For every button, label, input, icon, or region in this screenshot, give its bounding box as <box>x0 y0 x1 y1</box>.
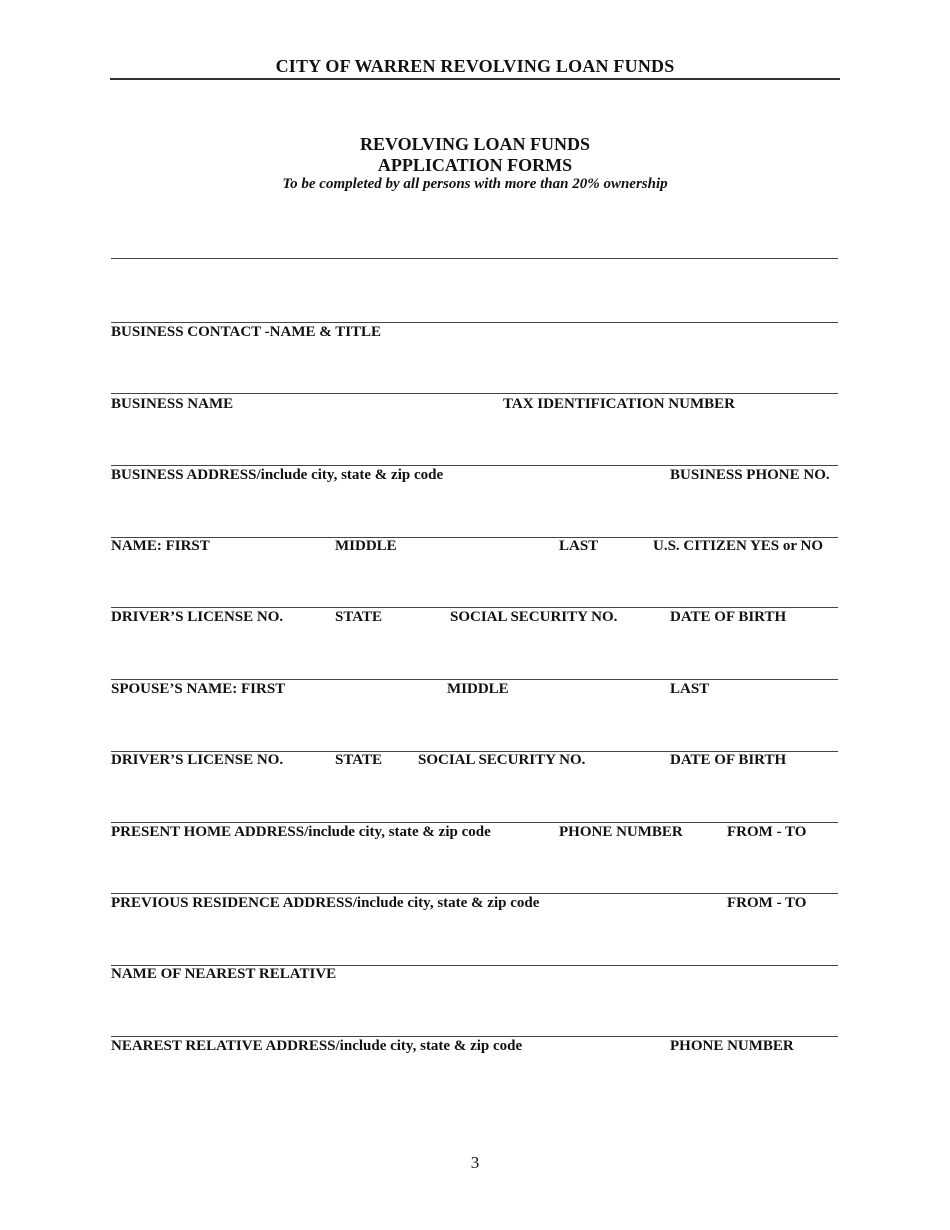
form-subtitle: To be completed by all persons with more than 20% ownership <box>282 176 668 192</box>
header-rule <box>110 78 840 80</box>
form-title-line-2: APPLICATION FORMS <box>377 155 573 175</box>
spouse-license-state-label: STATE <box>335 752 382 768</box>
date-of-birth-label: DATE OF BIRTH <box>670 609 787 625</box>
top-rule <box>111 258 838 259</box>
present-home-field-line[interactable] <box>111 822 838 823</box>
business-contact-label: BUSINESS CONTACT -NAME & TITLE <box>111 324 382 340</box>
spouse-ssn-label: SOCIAL SECURITY NO. <box>418 752 586 768</box>
previous-residence-address-label: PREVIOUS RESIDENCE ADDRESS/include city, state & zip code <box>111 895 540 911</box>
spouse-middle-label: MIDDLE <box>447 681 509 697</box>
business-address-field-line[interactable] <box>111 465 838 466</box>
business-contact-field-line[interactable] <box>111 322 838 323</box>
previous-residence-from-to-label: FROM - TO <box>727 895 807 911</box>
drivers-license-label: DRIVER’S LICENSE NO. <box>111 609 284 625</box>
page-header-title: CITY OF WARREN REVOLVING LOAN FUNDS <box>275 56 675 76</box>
spouse-last-label: LAST <box>670 681 710 697</box>
business-address-label: BUSINESS ADDRESS/include city, state & zip code <box>111 467 444 483</box>
us-citizen-label: U.S. CITIZEN YES or NO <box>653 538 824 554</box>
name-last-label: LAST <box>559 538 599 554</box>
tax-id-label: TAX IDENTIFICATION NUMBER <box>503 396 735 412</box>
spouse-first-label: SPOUSE’S NAME: FIRST <box>111 681 286 697</box>
license-state-label: STATE <box>335 609 382 625</box>
previous-residence-field-line[interactable] <box>111 893 838 894</box>
present-home-phone-label: PHONE NUMBER <box>559 824 683 840</box>
form-title-line-1: REVOLVING LOAN FUNDS <box>359 134 590 154</box>
ssn-label: SOCIAL SECURITY NO. <box>450 609 618 625</box>
page-number: 3 <box>470 1153 480 1172</box>
name-middle-label: MIDDLE <box>335 538 397 554</box>
present-home-address-label: PRESENT HOME ADDRESS/include city, state & zip code <box>111 824 491 840</box>
present-home-from-to-label: FROM - TO <box>727 824 807 840</box>
spouse-date-of-birth-label: DATE OF BIRTH <box>670 752 787 768</box>
name-first-label: NAME: FIRST <box>111 538 210 554</box>
spouse-name-field-line[interactable] <box>111 679 838 680</box>
nearest-relative-name-label: NAME OF NEAREST RELATIVE <box>111 966 337 982</box>
relative-address-field-line[interactable] <box>111 1036 838 1037</box>
business-name-label: BUSINESS NAME <box>111 396 234 412</box>
spouse-drivers-license-label: DRIVER’S LICENSE NO. <box>111 752 284 768</box>
business-phone-label: BUSINESS PHONE NO. <box>670 467 830 483</box>
business-name-field-line[interactable] <box>111 393 838 394</box>
relative-address-label: NEAREST RELATIVE ADDRESS/include city, state & zip code <box>111 1038 523 1054</box>
relative-phone-label: PHONE NUMBER <box>670 1038 794 1054</box>
applicant-license-field-line[interactable] <box>111 607 838 608</box>
